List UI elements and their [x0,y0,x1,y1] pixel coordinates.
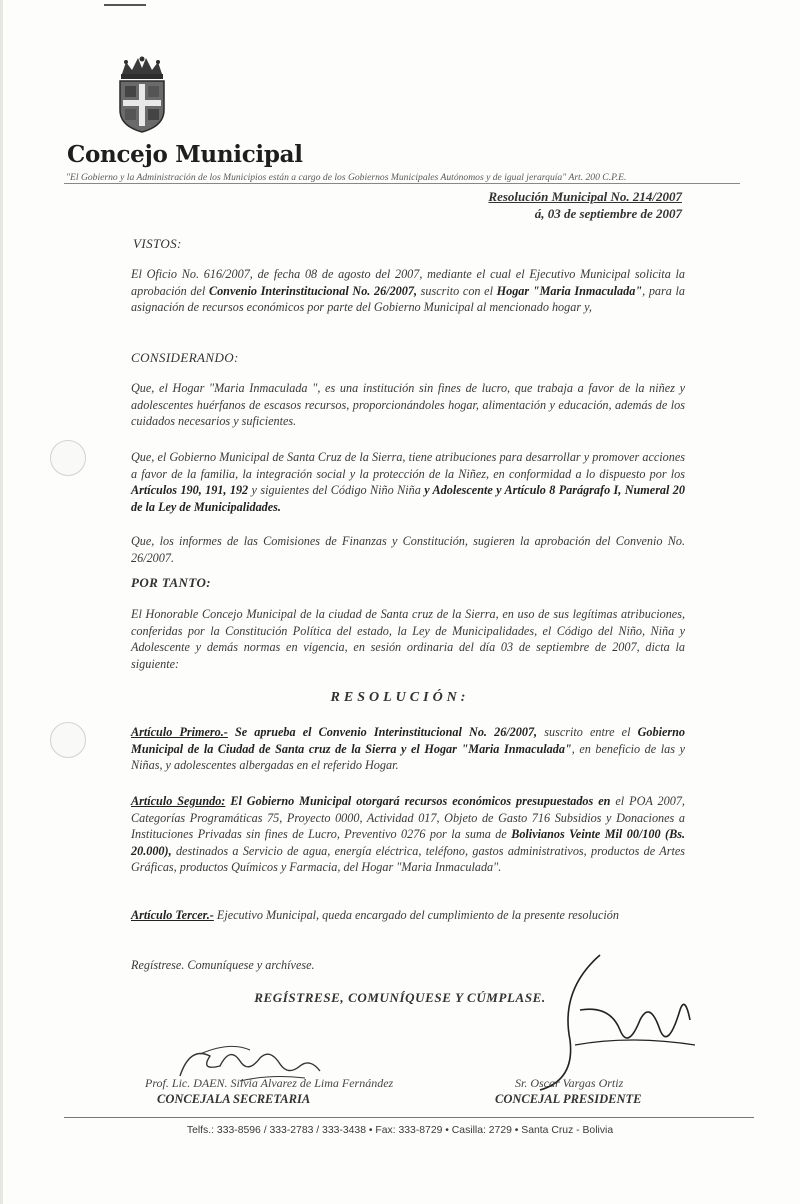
header-divider [64,183,740,184]
article-segundo: Artículo Segundo: El Gobierno Municipal otorgará recursos económicos presupuestados en el POA 2007, Categorías Programáticas 75, Proyecto 0000, Actividad 017, Objeto de Gasto 716 Subsidios y Donaciones a Instituciones Privadas sin fines de Lucro, Preventivo 0276 por la suma de Bolivianos Veinte Mil 00/100 (Bs. 20.000), destinados a Servicio de agua, energía eléctrica, teléfono, gastos administrativos, productos de Artes Gráficas, productos Químicos y Farmacia, del Hogar "Maria Inmaculada". [131,794,685,875]
considerando-paragraph-3: Que, los informes de las Comisiones de Finanzas y Constitución, sugieren la aprobación del Convenio No. 26/2007. [131,534,685,565]
footer-contact: Telfs.: 333-8596 / 333-2783 / 333-3438 • Fax: 333-8729 • Casilla: 2729 • Santa Cruz - Bolivia [186,1125,614,1136]
resolucion-title: RESOLUCIÓN: [330,690,470,705]
scan-edge [0,0,3,1204]
vistos-heading: VISTOS: [133,236,182,251]
signatory-left-name: Prof. Lic. DAEN. Silvia Alvarez de Lima Fernández [145,1076,394,1090]
resolution-date: á, 03 de septiembre de 2007 [534,206,682,221]
punch-hole [50,440,86,476]
portanto-heading: POR TANTO: [131,575,211,590]
article-tercero: Artículo Tercer.- Ejecutivo Municipal, queda encargado del cumplimiento de la presente resolución [131,908,619,922]
article-primero: Artículo Primero.- Se aprueba el Convenio Interinstitucional No. 26/2007, suscrito entre el Gobierno Municipal de la Ciudad de Santa cruz de la Sierra y el Hogar "Maria Inmaculada", en beneficio de las y Niñas, y adolescentes albergadas en el referido Hogar. [131,725,686,773]
final-statement: REGÍSTRESE, COMUNÍQUESE Y CÚMPLASE. [254,990,546,1005]
considerando-paragraph-2: Que, el Gobierno Municipal de Santa Cruz de la Sierra, tiene atribuciones para desarrollar y promover acciones a favor de la familia, la integración social y la protección de la Niñez, en conformidad a lo dispuesto por los Artículos 190, 191, 192 y siguientes del Código Niño Niña y Adolescente y Artículo 8 Parágrafo I, Numeral 20 de la Ley de Municipalidades. [131,450,685,514]
footer-divider [64,1117,754,1118]
punch-hole [50,722,86,758]
corner-mark [104,4,146,6]
header-motto: "El Gobierno y la Administración de los Municipios están a cargo de los Gobiernos Municipales Autónomos y de igual jerarquía" Art. 200 C.P.E. [66,172,627,183]
signatory-left-role: CONCEJALA SECRETARIA [157,1092,311,1106]
signatory-right-role: CONCEJAL PRESIDENTE [495,1092,642,1106]
signatory-right-name: Sr. Oscar Vargas Ortiz [515,1076,624,1090]
brand-title: Concejo Municipal [67,141,303,168]
resolution-number: Resolución Municipal No. 214/2007 [488,189,682,204]
closing-text: Regístrese. Comuníquese y archívese. [131,958,315,972]
portanto-paragraph: El Honorable Concejo Municipal de la ciudad de Santa cruz de la Sierra, en uso de sus legítimas atribuciones, conferidas por la Constitución Política del estado, la Ley de Municipalidades, el Código del Niño, Niña y Adolescente y demás normas en vigencia, en sesión ordinaria del día 03 de septiembre de 2007, dicta la siguiente: [131,607,685,671]
vistos-paragraph: El Oficio No. 616/2007, de fecha 08 de agosto del 2007, mediante el cual el Ejecutivo Municipal solicita la aprobación del Convenio Interinstitucional No. 26/2007, suscrito con el Hogar "Maria Inmaculada", para la asignación de recursos económicos por parte del Gobierno Municipal al mencionado hogar y, [131,267,685,315]
considerando-heading: CONSIDERANDO: [131,350,239,365]
coat-of-arms-icon [112,54,172,134]
considerando-paragraph-1: Que, el Hogar "Maria Inmaculada ", es una institución sin fines de lucro, que trabaja a favor de la niñez y adolescentes huérfanos de escasos recursos, proporcionándoles hogar, alimentación y educación, además de los cuidados necesarios y suficientes. [131,381,685,429]
